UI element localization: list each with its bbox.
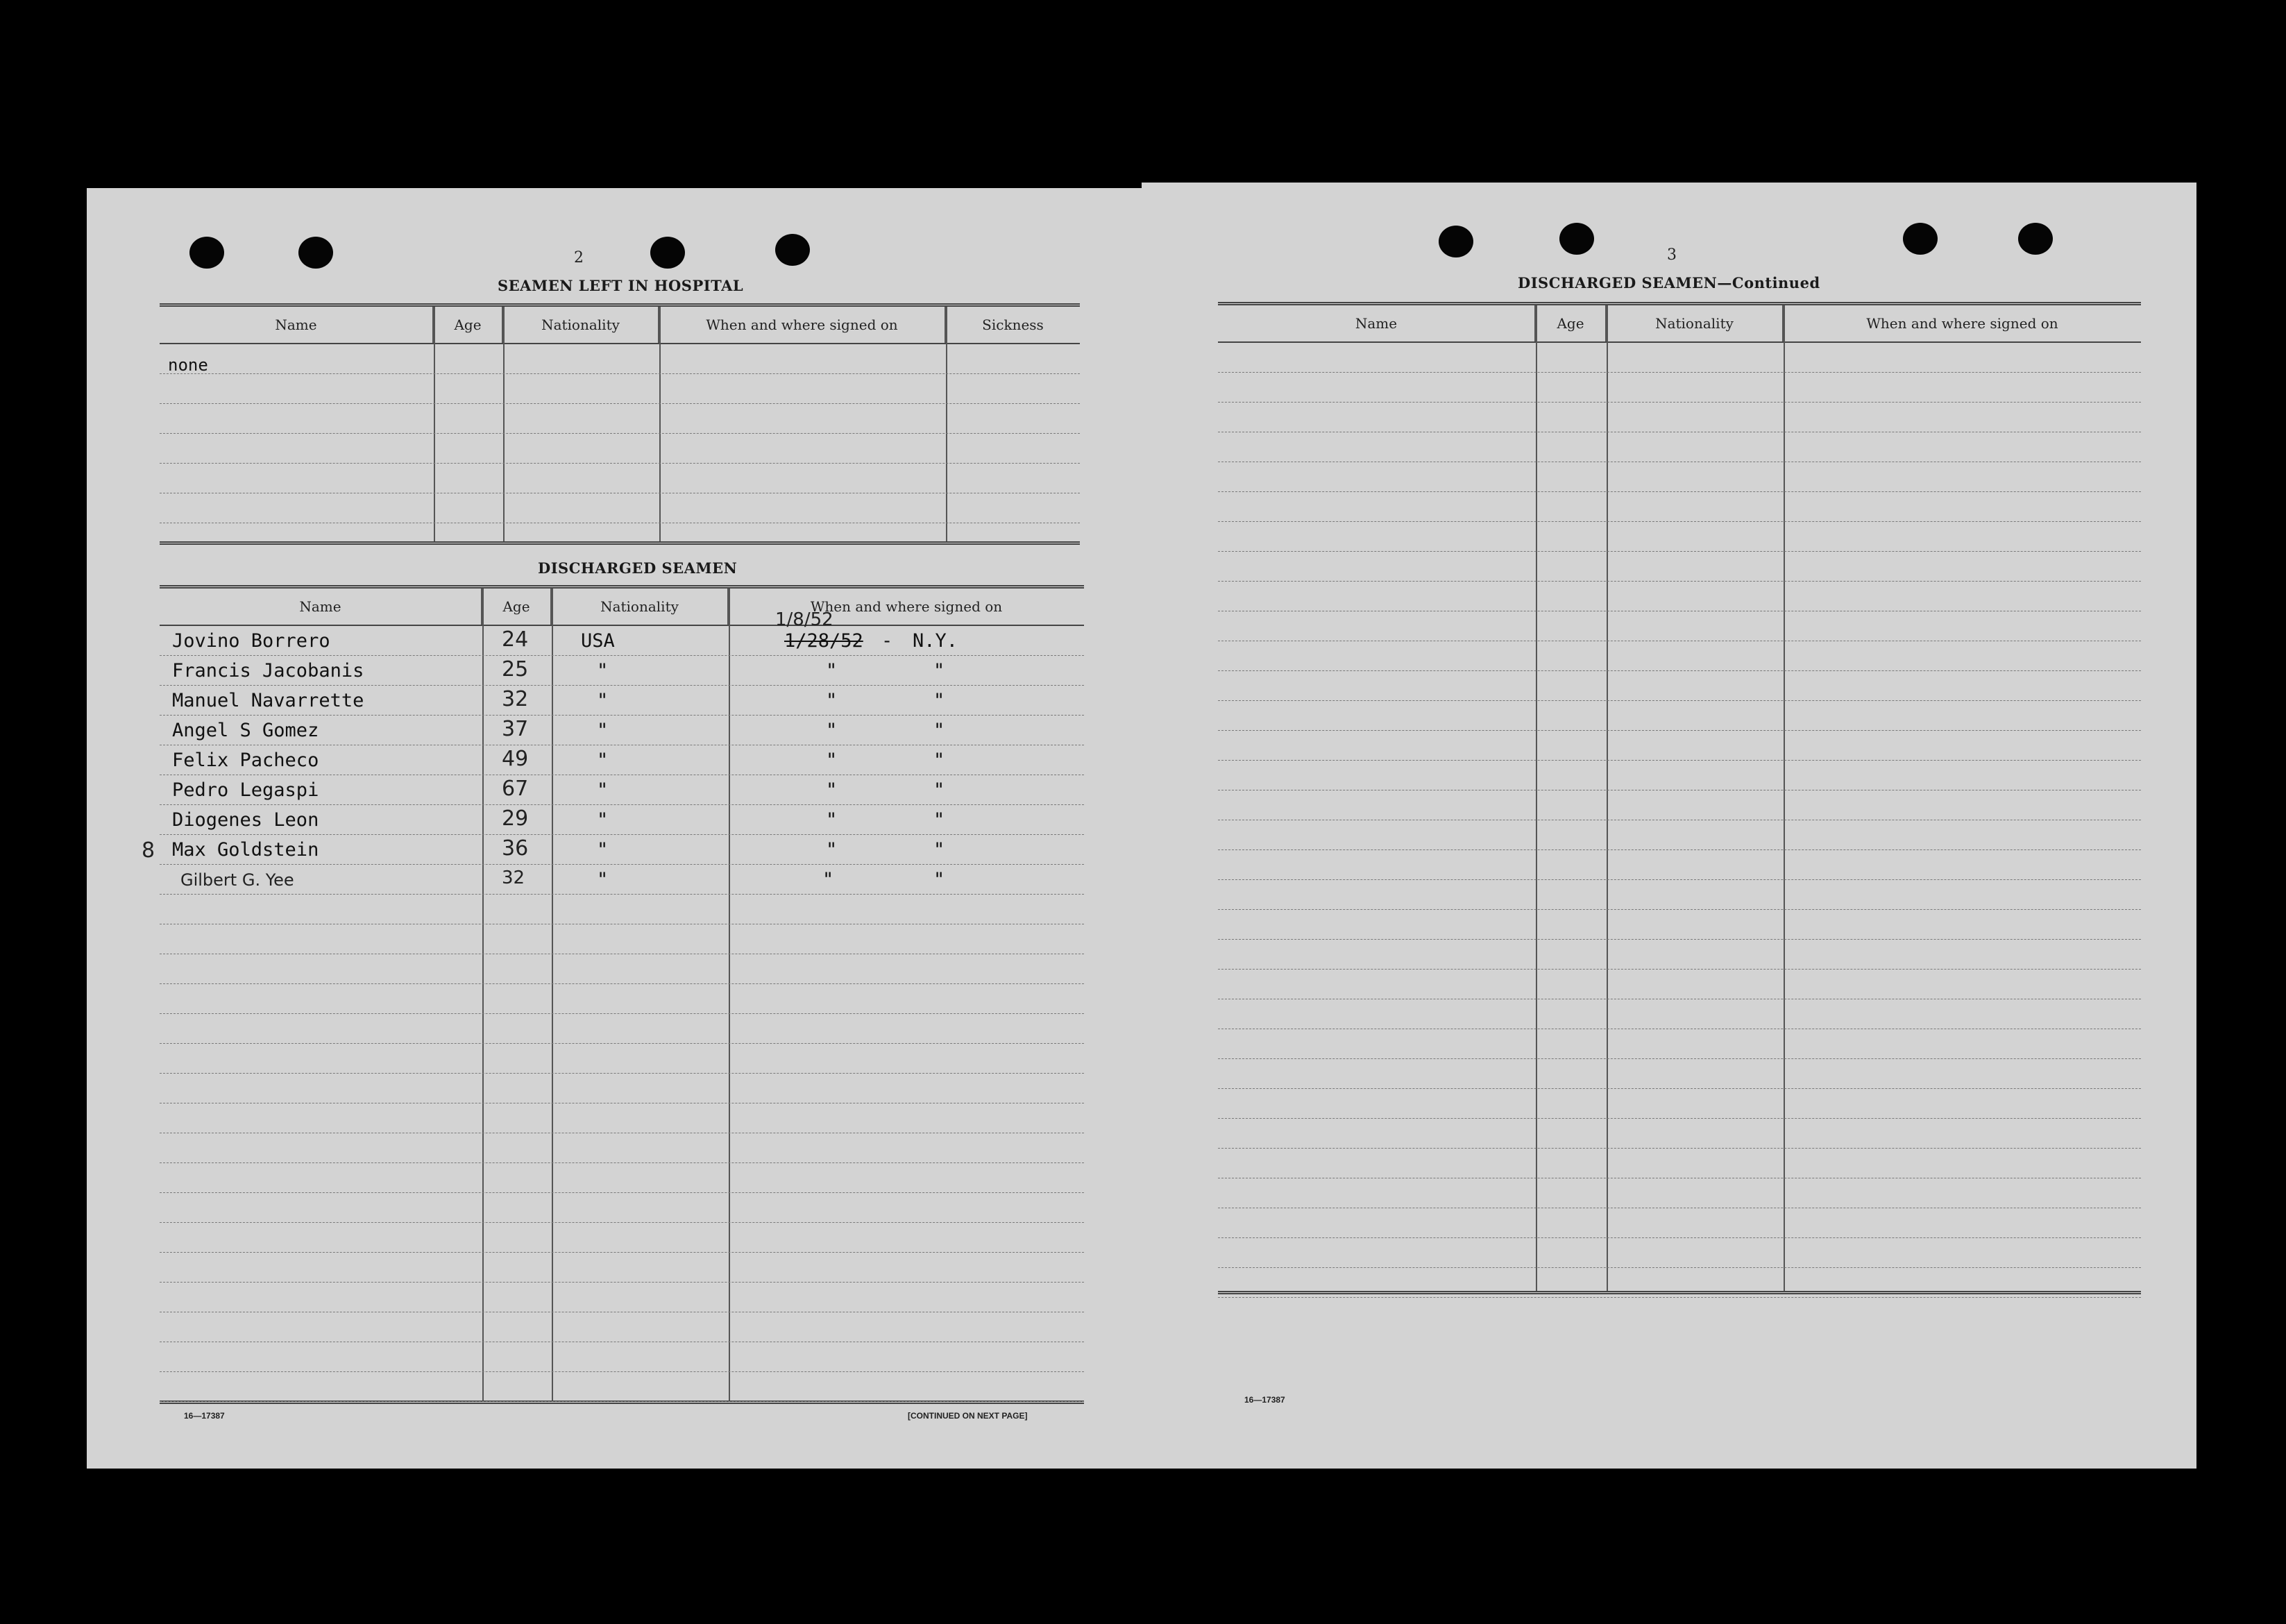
seaman-nationality: " — [597, 660, 609, 682]
discharged-table — [142, 585, 1084, 1404]
seaman-name: Angel S Gomez — [172, 720, 319, 741]
column-header-name: Name — [1218, 305, 1536, 341]
column-header-signed-on: When and where signed on — [1866, 315, 2058, 332]
signed-on-place: " — [933, 660, 945, 682]
column-header-age: Age — [482, 589, 552, 625]
signed-on-date: " — [826, 690, 838, 711]
column-header-age: Age — [434, 307, 503, 343]
seaman-nationality: " — [597, 720, 609, 741]
form-number: 16—17387 — [1244, 1395, 1285, 1405]
hospital-entry: none — [168, 355, 208, 375]
signed-on-date: " — [826, 660, 838, 682]
seaman-nationality: " — [597, 750, 609, 771]
column-header-nationality: Nationality — [503, 307, 659, 343]
margin-mark: 8 — [142, 838, 155, 863]
signed-on-place: " — [933, 809, 945, 831]
column-header-signed-on: When and where signed on — [659, 307, 946, 343]
discharged-continued-title: DISCHARGED SEAMEN—Continued — [1518, 274, 1820, 291]
seaman-age: 32 — [502, 868, 525, 888]
seaman-age: 67 — [502, 777, 529, 801]
punch-hole — [650, 237, 685, 269]
date-place-dash: - — [881, 630, 893, 652]
signed-on-date: " — [826, 809, 838, 831]
column-header-sickness: Sickness — [982, 316, 1044, 333]
seaman-age: 36 — [502, 836, 529, 861]
seaman-name: Max Goldstein — [172, 839, 319, 861]
seaman-name: Pedro Legaspi — [172, 779, 319, 801]
seaman-name: Gilbert G. Yee — [180, 870, 294, 890]
column-header-age: Age — [1536, 305, 1607, 341]
signed-on-date: " — [826, 779, 838, 801]
column-header-nationality: Nationality — [1607, 305, 1784, 341]
punch-hole — [1439, 226, 1473, 257]
right-page — [1142, 183, 2196, 1469]
seaman-name: Manuel Navarrette — [172, 690, 364, 711]
signed-on-place: " — [933, 720, 945, 741]
signed-on-place: " — [933, 869, 945, 890]
seaman-age: 49 — [502, 747, 529, 771]
continued-note: [CONTINUED ON NEXT PAGE] — [908, 1411, 1028, 1421]
signed-on-place: N.Y. — [913, 630, 958, 652]
seaman-nationality: " — [597, 839, 609, 861]
seaman-name: Diogenes Leon — [172, 809, 319, 831]
discharged-section-title: DISCHARGED SEAMEN — [538, 559, 738, 577]
punch-hole — [1903, 223, 1938, 255]
page-number: 2 — [574, 249, 584, 267]
page-number: 3 — [1667, 246, 1677, 264]
seaman-name: Felix Pacheco — [172, 750, 319, 771]
seaman-age: 29 — [502, 806, 529, 831]
column-header-name: Name — [160, 307, 434, 343]
column-header-name: Name — [160, 589, 482, 625]
signed-on-date: " — [826, 750, 838, 771]
left-page — [87, 188, 1142, 1469]
seaman-nationality: " — [597, 869, 609, 890]
seaman-name: Jovino Borrero — [172, 630, 330, 652]
punch-hole — [298, 237, 333, 269]
signed-on-date: " — [826, 839, 838, 861]
seaman-age: 24 — [502, 627, 529, 652]
signed-on-date: " — [826, 720, 838, 741]
signed-on-place: " — [933, 750, 945, 771]
signed-on-place: " — [933, 779, 945, 801]
seaman-nationality: " — [597, 779, 609, 801]
punch-hole — [2018, 223, 2053, 255]
signed-on-date: 1/8/52 — [775, 609, 833, 630]
seaman-age: 25 — [502, 657, 529, 682]
discharged-continued-table — [1218, 302, 2141, 1294]
signed-on-place: " — [933, 839, 945, 861]
seaman-name: Francis Jacobanis — [172, 660, 364, 682]
column-header-nationality: Nationality — [552, 589, 729, 625]
hospital-section-title: SEAMEN LEFT IN HOSPITAL — [498, 277, 744, 294]
punch-hole — [1559, 223, 1594, 255]
signed-on-date: " — [822, 869, 834, 890]
seaman-nationality: " — [597, 690, 609, 711]
seaman-age: 32 — [502, 687, 529, 711]
seaman-nationality: USA — [581, 630, 615, 652]
hospital-table — [160, 303, 1080, 545]
seaman-nationality: " — [597, 809, 609, 831]
punch-hole — [189, 237, 224, 269]
column-header-signed-on: When and where signed on — [810, 598, 1003, 615]
seaman-age: 37 — [502, 717, 529, 741]
form-number: 16—17387 — [184, 1411, 225, 1421]
signed-on-place: " — [933, 690, 945, 711]
struck-date: 1/28/52 — [784, 630, 863, 652]
punch-hole — [775, 234, 810, 266]
